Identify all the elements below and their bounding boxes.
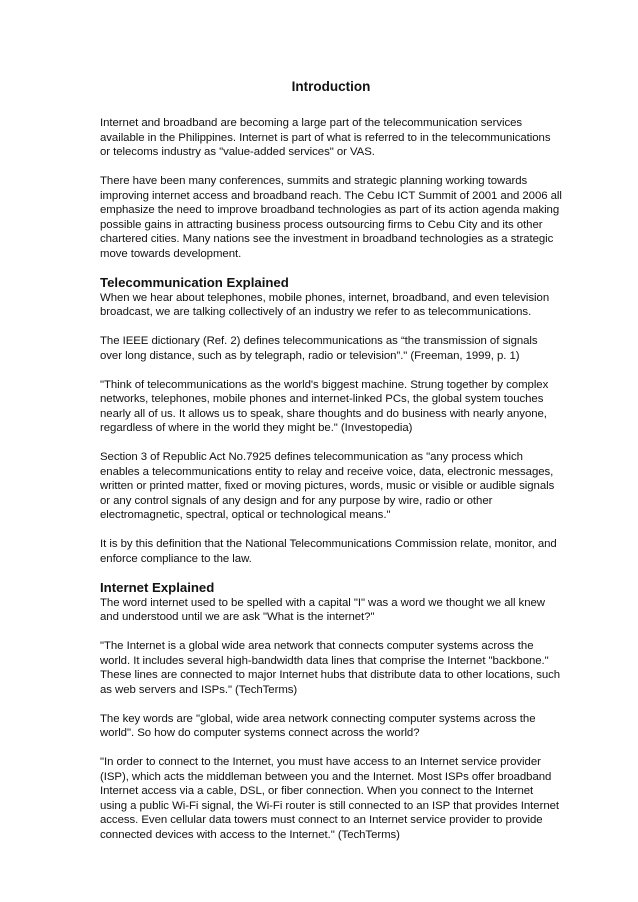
internet-section xyxy=(100,580,562,843)
intro-paragraph-1: Internet and broadband are becoming a large part of the telecommunication services available in the Philippines. Internet is part of what is referred to in the telecommunications or telecoms industry as "value-added services" or VAS. xyxy=(100,117,551,158)
intro-paragraph-2: There have been many conferences, summits and strategic planning working towards improving internet access and broadband reach. The Cebu ICT Summit of 2001 and 2006 all emphasize the need to improve broadband technologies as part of its action agenda making possible gains in attracting business process outsourcing firms to Cebu City and its other chartered cities. Many nations see the investment in broadband technologies as a strategic move towards development. xyxy=(100,175,562,260)
telecom-paragraph-4: Section 3 of Republic Act No.7925 defines telecommunication as "any process which enables a telecommunications entity to relay and receive voice, data, electronic messages, written or printed matter, fixed or moving pictures, words, music or visible or audible signals or any control signals of any design and for any purpose by wire, radio or other electromagnetic, spectral, optical or technological means." xyxy=(100,451,555,521)
internet-heading: Internet Explained xyxy=(100,579,215,595)
internet-paragraph-1: The word internet used to be spelled with a capital "I" was a word we thought we all knew and understood until we are ask "What is the internet?" xyxy=(100,596,545,623)
telecom-section xyxy=(100,275,562,567)
telecom-paragraph-5: It is by this definition that the National Telecommunications Commission relate, monitor, and enforce compliance to the law. xyxy=(100,538,557,565)
internet-paragraph-3: The key words are "global, wide area network connecting computer systems across the world". So how do computer systems connect across the world? xyxy=(100,712,536,739)
document-page xyxy=(100,78,562,857)
page-title: Introduction xyxy=(291,79,371,94)
telecom-heading: Telecommunication Explained xyxy=(100,274,289,290)
internet-paragraph-4: "In order to connect to the Internet, you must have access to an Internet service provider (ISP), which acts the middleman between you and the Internet. Most ISPs offer broadband Internet access via a cable, DSL, or fiber connection. When you connect to the Internet using a public Wi-Fi signal, the Wi-Fi router is still connected to an ISP that provides Internet access. Even cellular data towers must connect to an Internet service provider to provide connected devices with access to the Internet." (TechTerms) xyxy=(100,756,560,841)
telecom-paragraph-1: When we hear about telephones, mobile phones, internet, broadband, and even television broadcast, we are talking collectively of an industry we refer to as telecommunications. xyxy=(100,291,550,318)
internet-paragraph-2: "The Internet is a global wide area network that connects computer systems across the world. It includes several high-bandwidth data lines that comprise the Internet "backbone." These lines are connected to major Internet hubs that distribute data to other locations, such as web servers and ISPs." (TechTerms) xyxy=(100,640,561,696)
telecom-paragraph-3: "Think of telecommunications as the world's biggest machine. Strung together by complex networks, telephones, mobile phones and internet-linked PCs, the global system touches nearly all of us. It allows us to speak, share thoughts and do business with nearly anyone, regardless of where in the world they might be." (Investopedia) xyxy=(100,378,549,434)
intro-section xyxy=(100,116,562,261)
telecom-paragraph-2: The IEEE dictionary (Ref. 2) defines telecommunications as “the transmission of signals over long distance, such as by telegraph, radio or television”." (Freeman, 1999, p. 1) xyxy=(100,335,538,362)
